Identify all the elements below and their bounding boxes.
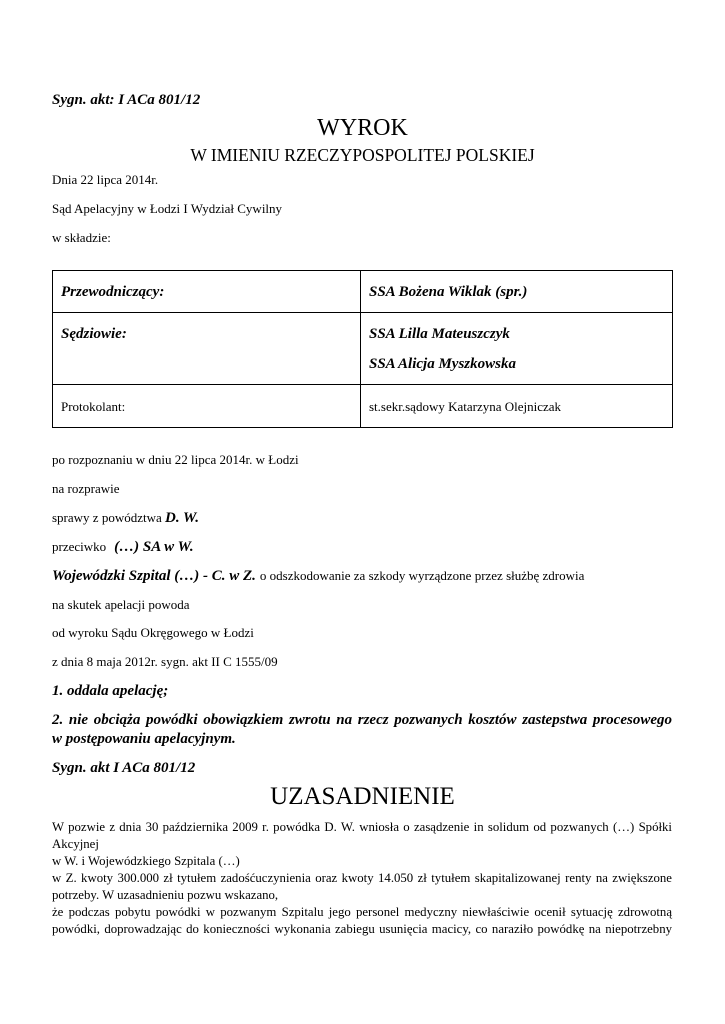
paragraph-line: potrzeby. W uzasadnieniu pozwu wskazano, [52,888,279,902]
plaintiff-prefix: sprawy z powództwa [52,510,162,525]
paragraph-line: powódki, doprowadzając do konieczności wykonania zabiegu usunięcia macicy, co naraziło powódkę na niepotrzebny [52,922,672,936]
ruling-point: 1. oddala apelację; [52,683,169,699]
court-name: Sąd Apelacyjny w Łodzi I Wydział Cywilny [52,201,283,216]
table-row [53,385,673,428]
judge-name: SSA Alicja Myszkowska [369,356,516,372]
judgment-title: WYROK [317,115,408,141]
against-prefix: przeciwko [52,539,107,554]
defendant-name: (…) SA w W. [114,539,194,555]
court-panel-table [52,270,673,428]
judges-role-cell [53,313,361,385]
justification-signature: Sygn. akt I ACa 801/12 [52,760,196,776]
session-type: na rozprawie [52,481,120,496]
defendant-line [52,538,672,556]
presiding-name-cell [361,271,673,313]
judges-role: Sędziowie: [61,326,127,342]
clerk-role: Protokolant: [61,399,126,414]
defendant-subject-line [52,567,672,585]
presiding-role-cell [53,271,361,313]
paragraph-line: w W. i Wojewódzkiego Szpitala (…) [52,854,240,868]
ruling-point-continuation: w postępowaniu apelacyjnym. [52,731,236,747]
judges-names-cell [361,313,673,385]
case-subject: o odszkodowanie za szkody wyrządzone przez służbę zdrowia [259,568,585,583]
clerk-role-cell [53,385,361,428]
hearing-info: po rozpoznaniu w dniu 22 lipca 2014r. w Łodzi [52,452,299,467]
case-signature: Sygn. akt: I ACa 801/12 [52,92,201,108]
paragraph-line: W pozwie z dnia 30 października 2009 r. powódka D. W. wniosła o zasądzenie in solidum od pozwanych (…) Spółki [52,820,672,834]
presiding-role: Przewodniczący: [61,284,165,300]
defendant-name: Wojewódzki Szpital (…) - C. w Z. [52,568,256,584]
clerk-name: st.sekr.sądowy Katarzyna Olejniczak [369,399,562,414]
plaintiff-name: D. W. [165,510,200,526]
appeal-info: na skutek apelacji powoda [52,597,190,612]
clerk-name-cell [361,385,673,428]
lower-court-judgment: od wyroku Sądu Okręgowego w Łodzi [52,625,254,640]
presiding-name: SSA Bożena Wiklak (spr.) [369,284,528,300]
ruling-point: 2. nie obciąża powódki obowiązkiem zwrotu na rzecz pozwanych kosztów zastepstwa procesowego [52,712,672,728]
judgment-date: Dnia 22 lipca 2014r. [52,172,159,187]
judge-name: SSA Lilla Mateuszczyk [369,326,510,342]
lower-court-date: z dnia 8 maja 2012r. sygn. akt II C 1555/09 [52,654,278,669]
table-row [53,313,673,385]
justification-title: UZASADNIENIE [270,783,455,810]
judgment-subtitle: W IMIENIU RZECZYPOSPOLITEJ POLSKIEJ [190,145,535,165]
paragraph-line: Akcyjnej [52,837,99,851]
paragraph-line: w Z. kwoty 300.000 zł tytułem zadośćuczynienia oraz kwoty 14.050 zł tytułem skapitalizowanej renty na zwiększone [52,871,672,885]
plaintiff-line [52,509,672,527]
composition-intro: w składzie: [52,230,111,245]
table-row [53,271,673,313]
paragraph-line: że podczas pobytu powódki w pozwanym Szpitalu jego personel medyczny niewłaściwie ocenił sytuację zdrowotną [52,905,672,919]
